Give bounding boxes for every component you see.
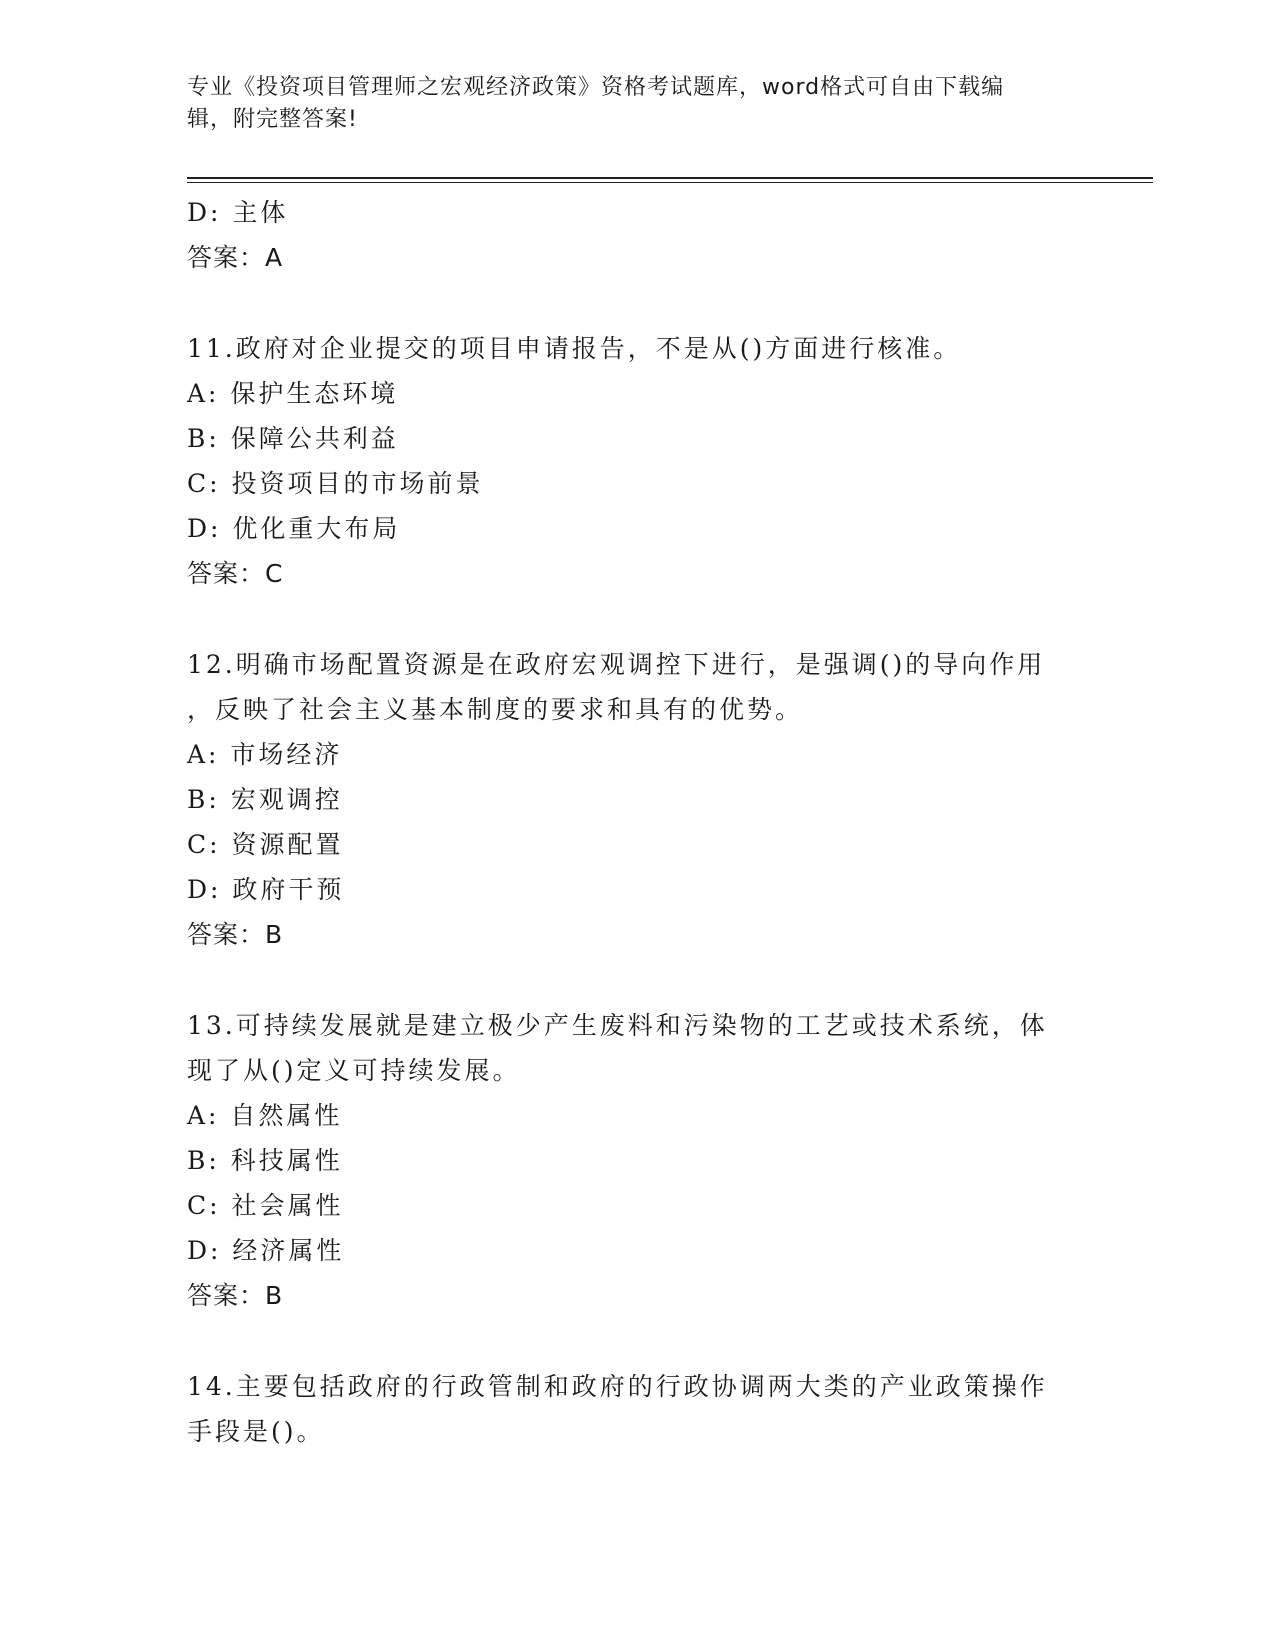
prev-answer: 答案：A: [187, 243, 284, 272]
option-b: B: 宏观调控: [187, 785, 343, 814]
answer: 答案：B: [187, 1281, 284, 1310]
question-stem: 14.主要包括政府的行政管制和政府的行政协调两大类的产业政策操作: [187, 1372, 1048, 1401]
question-13: [187, 1003, 1067, 1318]
header-rule: [187, 177, 1153, 179]
page-header: [187, 72, 1067, 136]
question-stem-continued: 手段是()。: [187, 1417, 325, 1446]
question-12: [187, 642, 1067, 957]
prev-option-d: D: 主体: [187, 198, 289, 227]
option-a: A: 市场经济: [187, 740, 343, 769]
question-stem: 11.政府对企业提交的项目申请报告，不是从()方面进行核准。: [187, 334, 962, 363]
question-11: [187, 326, 1067, 596]
option-d: D: 政府干预: [187, 875, 345, 904]
option-b: B: 保障公共利益: [187, 424, 399, 453]
header-line-2: 辑，附完整答案!: [187, 107, 358, 132]
answer: 答案：C: [187, 559, 284, 588]
spacer: [187, 596, 1067, 642]
answer: 答案：B: [187, 920, 284, 949]
spacer: [187, 957, 1067, 1003]
option-a: A: 自然属性: [187, 1101, 343, 1130]
option-a: A: 保护生态环境: [187, 379, 399, 408]
option-c: C: 社会属性: [187, 1191, 344, 1220]
question-14: [187, 1364, 1067, 1454]
question-stem-continued: 现了从()定义可持续发展。: [187, 1056, 521, 1085]
option-b: B: 科技属性: [187, 1146, 343, 1175]
question-stem: 12.明确市场配置资源是在政府宏观调控下进行，是强调()的导向作用: [187, 650, 1046, 679]
option-c: C: 资源配置: [187, 830, 344, 859]
option-d: D: 经济属性: [187, 1236, 345, 1265]
spacer: [187, 1318, 1067, 1364]
header-rule-thin: [187, 182, 1153, 183]
header-line-1: 专业《投资项目管理师之宏观经济政策》资格考试题库，word格式可自由下载编: [187, 75, 1005, 100]
question-content: [187, 190, 1067, 1454]
question-stem: 13.可持续发展就是建立极少产生废料和污染物的工艺或技术系统，体: [187, 1011, 1048, 1040]
option-d: D: 优化重大布局: [187, 514, 401, 543]
question-stem-continued: ，反映了社会主义基本制度的要求和具有的优势。: [187, 695, 804, 724]
spacer: [187, 280, 1067, 326]
option-c: C: 投资项目的市场前景: [187, 469, 484, 498]
